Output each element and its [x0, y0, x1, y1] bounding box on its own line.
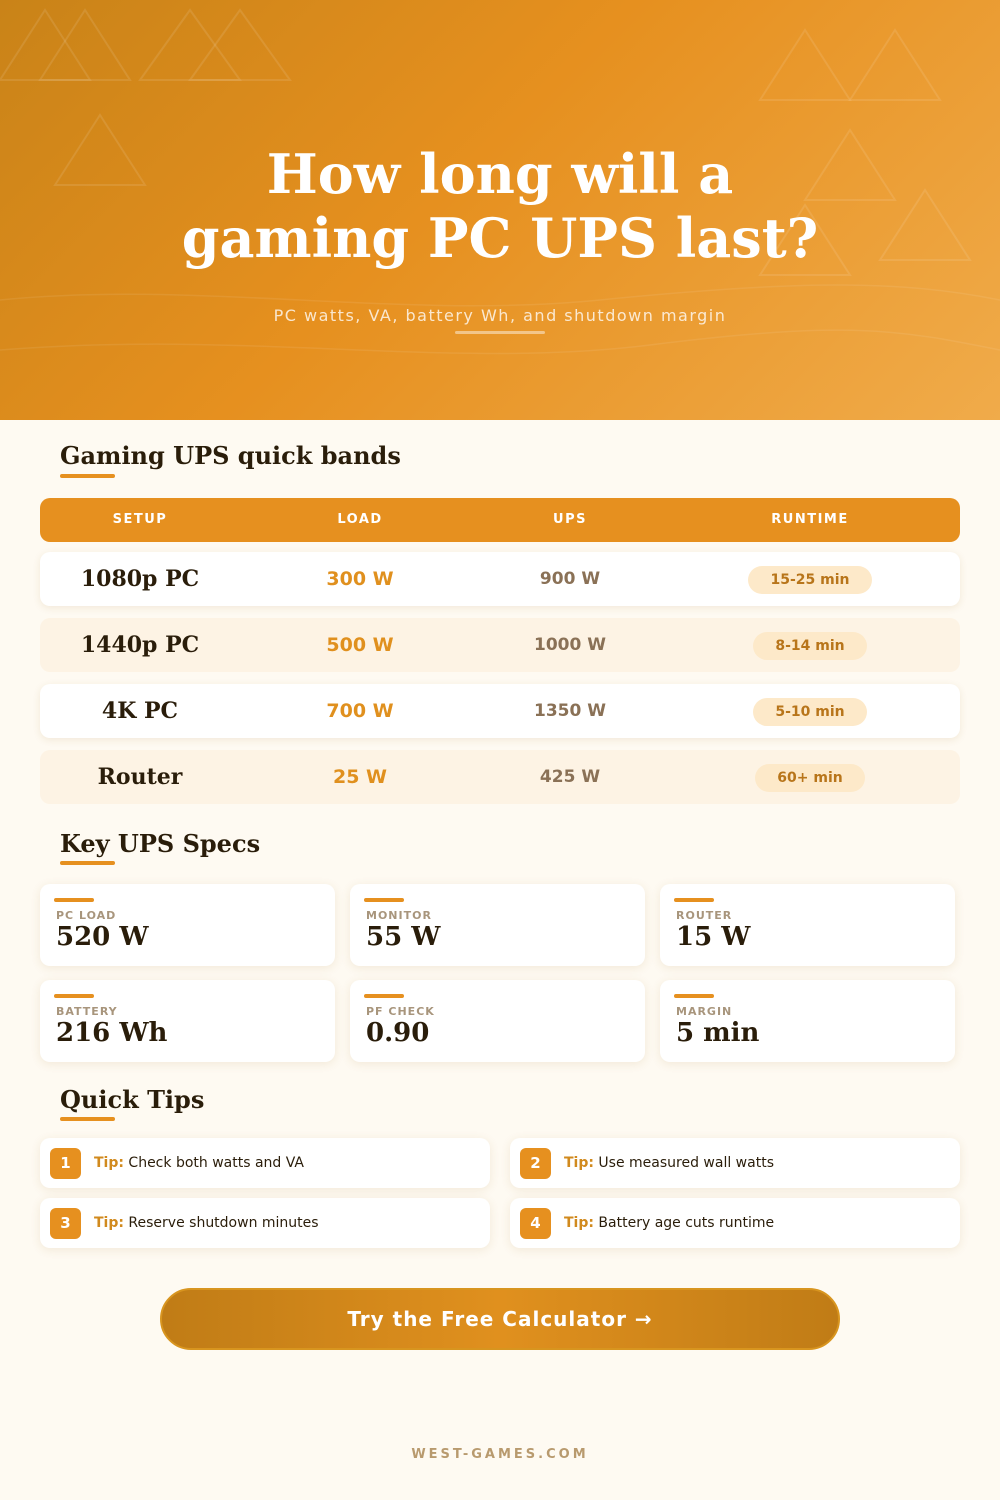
ups-cell: 1000 W — [534, 635, 606, 655]
runtime-badge: 8-14 min — [753, 632, 866, 660]
tip-text — [94, 1138, 304, 1188]
specs-section-title: Key UPS Specs — [60, 829, 261, 858]
tip-text — [564, 1198, 774, 1248]
spec-value: 15 W — [676, 922, 751, 952]
spec-value: 55 W — [366, 922, 441, 952]
load-cell: 700 W — [326, 700, 394, 722]
load-cell: 25 W — [332, 766, 387, 788]
spec-card-monitor — [350, 884, 645, 966]
column-header-setup: SETUP — [112, 512, 168, 527]
card-accent — [364, 994, 404, 998]
load-cell: 500 W — [326, 634, 394, 656]
bands-title-underline — [60, 474, 115, 478]
spec-card-pc-load — [40, 884, 335, 966]
subtitle-divider — [455, 331, 545, 334]
tip-number-badge: 3 — [50, 1208, 81, 1239]
bands-section-title: Gaming UPS quick bands — [60, 441, 401, 470]
load-cell: 300 W — [326, 568, 394, 590]
table-row — [40, 684, 960, 738]
tip-text — [564, 1138, 774, 1188]
spec-card-margin — [660, 980, 955, 1062]
tips-section-title: Quick Tips — [60, 1085, 205, 1114]
setup-cell: 1080p PC — [80, 566, 200, 592]
runtime-badge: 5-10 min — [753, 698, 866, 726]
spec-label: PC LOAD — [56, 909, 117, 922]
card-accent — [674, 898, 714, 902]
runtime-cell — [710, 684, 910, 738]
tip-body: Use measured wall watts — [598, 1155, 774, 1171]
tip-prefix: Tip: — [564, 1215, 594, 1231]
title-line-1: How long will a — [266, 142, 734, 206]
spec-label: PF CHECK — [366, 1005, 435, 1018]
tip-number-badge: 1 — [50, 1148, 81, 1179]
table-row — [40, 750, 960, 804]
tip-item — [40, 1198, 490, 1248]
setup-cell: 4K PC — [101, 698, 179, 724]
tip-prefix: Tip: — [564, 1155, 594, 1171]
spec-label: ROUTER — [676, 909, 733, 922]
column-header-load: LOAD — [337, 512, 383, 527]
runtime-cell — [710, 618, 910, 672]
tip-item — [510, 1138, 960, 1188]
setup-cell: 1440p PC — [80, 632, 200, 658]
tips-title-underline — [60, 1117, 115, 1121]
page-title — [0, 142, 1000, 270]
ups-cell: 900 W — [539, 569, 601, 589]
spec-value: 0.90 — [366, 1018, 430, 1048]
footer-site-link[interactable]: WEST-GAMES.COM — [411, 1447, 589, 1462]
table-header — [40, 498, 960, 542]
card-accent — [364, 898, 404, 902]
tip-number-badge: 2 — [520, 1148, 551, 1179]
tip-body: Check both watts and VA — [128, 1155, 305, 1171]
setup-cell: Router — [97, 764, 183, 790]
title-line-2: gaming PC UPS last? — [181, 206, 819, 270]
spec-value: 520 W — [56, 922, 149, 952]
spec-value: 5 min — [676, 1018, 760, 1048]
tip-prefix: Tip: — [94, 1215, 124, 1231]
card-accent — [54, 898, 94, 902]
tip-body: Reserve shutdown minutes — [128, 1215, 319, 1231]
tip-prefix: Tip: — [94, 1155, 124, 1171]
card-accent — [674, 994, 714, 998]
ups-cell: 425 W — [539, 767, 601, 787]
column-header-runtime: RUNTIME — [771, 512, 849, 527]
tip-number-badge: 4 — [520, 1208, 551, 1239]
card-accent — [54, 994, 94, 998]
spec-label: BATTERY — [56, 1005, 118, 1018]
spec-label: MONITOR — [366, 909, 432, 922]
calculator-cta-button[interactable]: Try the Free Calculator → — [160, 1288, 840, 1350]
hero-banner — [0, 0, 1000, 420]
spec-card-router — [660, 884, 955, 966]
spec-card-pf-check — [350, 980, 645, 1062]
table-row — [40, 618, 960, 672]
ups-cell: 1350 W — [534, 701, 606, 721]
tip-text — [94, 1198, 319, 1248]
specs-title-underline — [60, 861, 115, 865]
runtime-badge: 15-25 min — [748, 566, 871, 594]
tip-body: Battery age cuts runtime — [598, 1215, 775, 1231]
spec-label: MARGIN — [676, 1005, 733, 1018]
table-row — [40, 552, 960, 606]
tip-item — [510, 1198, 960, 1248]
runtime-cell — [710, 552, 910, 606]
spec-card-battery — [40, 980, 335, 1062]
runtime-cell — [710, 750, 910, 804]
column-header-ups: UPS — [553, 512, 587, 527]
page-subtitle: PC watts, VA, battery Wh, and shutdown margin — [273, 306, 727, 325]
spec-value: 216 Wh — [56, 1018, 168, 1048]
tip-item — [40, 1138, 490, 1188]
runtime-badge: 60+ min — [755, 764, 864, 792]
